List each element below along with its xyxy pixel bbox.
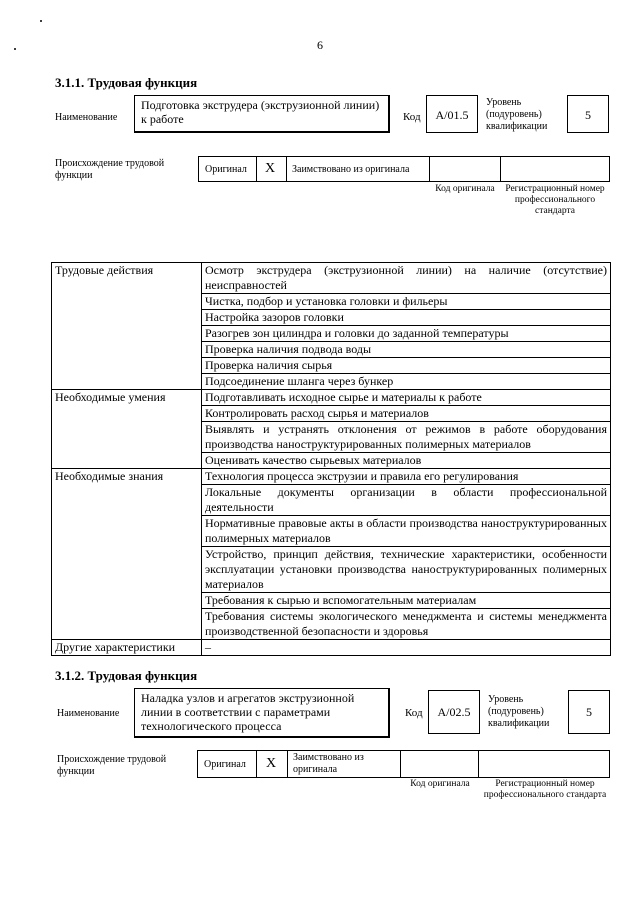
code-box (426, 95, 478, 133)
code-value: A/01.5 (435, 108, 469, 122)
section-title: 3.1.2. Трудовая функция (55, 668, 198, 683)
origin-code-caption: Код оригинала (435, 184, 495, 194)
level-box (568, 690, 610, 734)
function-details-table (51, 262, 611, 656)
level-label: Уровень (подуровень) квалификации (486, 97, 548, 132)
code-label: Код (405, 707, 423, 719)
level-label: Уровень (подуровень) квалификации (488, 694, 550, 729)
name-label: Наименование (57, 708, 120, 719)
function-name-value: Наладка узлов и агрегатов экструзионной линии в соответствии с параметрами технологического процесса (141, 691, 355, 733)
code-label: Код (403, 111, 421, 123)
skill-item: Подготавливать исходное сырье и материалы к работе (202, 390, 611, 406)
level-value: 5 (585, 108, 591, 122)
action-item: Настройка зазоров головки (202, 310, 611, 326)
action-item: Подсоединение шланга через бункер (202, 374, 611, 390)
knowledge-category: Необходимые знания (52, 469, 202, 485)
origin-table (197, 750, 610, 778)
skills-category: Необходимые умения (52, 390, 202, 406)
knowledge-item: Нормативные правовые акты в области производства наноструктурированных полимерных материалов (202, 516, 611, 547)
page-number: 6 (317, 38, 323, 52)
actions-category: Трудовые действия (52, 263, 202, 294)
knowledge-item: Локальные документы организации в области профессиональной деятельности (202, 485, 611, 516)
reg-number-caption: Регистрационный номер профессионального стандарта (505, 184, 605, 216)
function-name-value: Подготовка экструдера (экструзионной линии) к работе (141, 98, 380, 126)
section-title: 3.1.1. Трудовая функция (55, 75, 198, 90)
knowledge-item: Требования системы экологического менеджмента и системы менеджмента производственной безопасности и здоровья (202, 609, 611, 640)
origin-divider (287, 750, 288, 778)
knowledge-item: Устройство, принцип действия, технические характеристики, особенности эксплуатации установки производства наноструктурированных полимерных материалов (202, 547, 611, 593)
borrowed-label: Заимствовано из оригинала (292, 164, 410, 175)
skill-item: Оценивать качество сырьевых материалов (202, 453, 611, 469)
action-item: Проверка наличия подвода воды (202, 342, 611, 358)
action-item: Чистка, подбор и установка головки и фильеры (202, 294, 611, 310)
name-label: Наименование (55, 112, 118, 123)
origin-divider (256, 750, 257, 778)
action-item: Разогрев зон цилиндра и головки до заданной температуры (202, 326, 611, 342)
level-value: 5 (586, 705, 592, 719)
original-label: Оригинал (205, 164, 247, 175)
origin-divider (478, 750, 479, 778)
code-box (428, 690, 480, 734)
origin-divider (256, 156, 257, 182)
code-value: A/02.5 (437, 705, 471, 719)
level-box (567, 95, 609, 133)
origin-label: Происхождение трудовой функции (57, 754, 167, 777)
original-check-mark: X (265, 161, 276, 176)
scan-speck (40, 20, 42, 22)
skill-item: Выявлять и устранять отклонения от режимов в работе оборудования производства наноструктурированных полимерных материалов (202, 422, 611, 453)
origin-divider (500, 156, 501, 182)
function-name-box (134, 95, 390, 133)
other-category: Другие характеристики (52, 640, 202, 656)
function-name-box (134, 688, 390, 738)
borrowed-label: Заимствовано из оригинала (293, 752, 364, 775)
other-value: – (202, 640, 611, 656)
knowledge-item: Технология процесса экструзии и правила его регулирования (202, 469, 611, 485)
reg-number-caption: Регистрационный номер профессионального стандарта (483, 779, 607, 800)
action-item: Осмотр экструдера (экструзионной линии) на наличие (отсутствие) неисправностей (202, 263, 611, 294)
origin-label: Происхождение трудовой функции (55, 158, 165, 181)
origin-divider (400, 750, 401, 778)
origin-divider (286, 156, 287, 182)
origin-code-caption: Код оригинала (410, 779, 470, 789)
knowledge-item: Требования к сырью и вспомогательным материалам (202, 593, 611, 609)
original-label: Оригинал (204, 759, 246, 770)
origin-divider (429, 156, 430, 182)
skill-item: Контролировать расход сырья и материалов (202, 406, 611, 422)
action-item: Проверка наличия сырья (202, 358, 611, 374)
original-check-mark: X (266, 756, 277, 771)
